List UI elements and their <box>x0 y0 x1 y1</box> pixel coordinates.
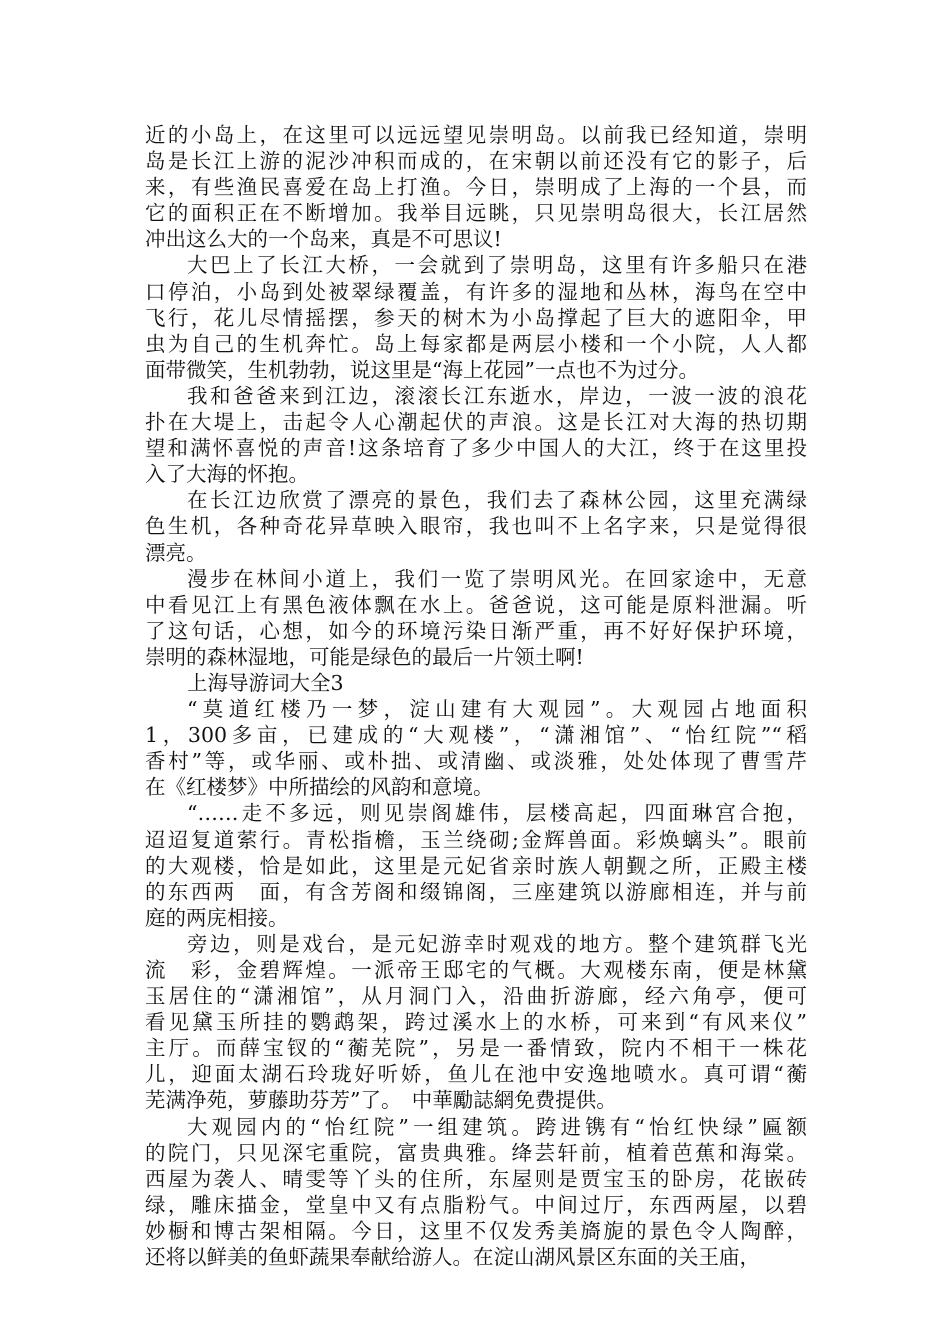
text-line: 我和爸爸来到江边，滚滚长江东逝水，岸边，一波一波的浪花 <box>187 383 807 408</box>
text-line: 上海导游词大全3 <box>187 670 344 695</box>
paragraph <box>145 931 807 1114</box>
text-line: 色生机，各种奇花异草映入眼帘，我也叫不上名字来，只是觉得很 <box>145 514 807 539</box>
paragraph <box>145 487 807 565</box>
text-line: 1，300多亩，已建成的“大观楼”，“潇湘馆”、“怡红院”“稻 <box>145 723 807 748</box>
paragraph <box>145 800 807 930</box>
text-line: 中看见江上有黑色液体飘在水上。爸爸说，这可能是原料泄漏。听 <box>145 592 807 617</box>
text-line: 妙橱和博古架相隔。今日，这里不仅发秀美旖旎的景色令人陶醉， <box>145 1218 807 1243</box>
text-line: 庭的两庑相接。 <box>145 905 289 930</box>
text-line: 玉居住的“潇湘馆”，从月洞门入，沿曲折游廊，经六角亭，便可 <box>145 984 807 1009</box>
document-body <box>145 122 807 1270</box>
text-line: 旁边，则是戏台，是元妃游幸时观戏的地方。整个建筑群飞光 <box>187 931 807 956</box>
text-line: 西屋为袭人、晴雯等丫头的住所，东屋则是贾宝玉的卧房，花嵌砖 <box>145 1166 807 1191</box>
text-line: 在长江边欣赏了漂亮的景色，我们去了森林公园，这里充满绿 <box>187 488 807 513</box>
paragraph <box>145 670 807 696</box>
text-line: “……走不多远，则见崇阁雄伟，层楼高起，四面琳宫合抱， <box>187 801 807 826</box>
text-line: 了这句话，心想，如今的环境污染日渐严重，再不好好保护环境， <box>145 618 807 643</box>
text-line: 还将以鲜美的鱼虾蔬果奉献给游人。在淀山湖风景区东面的关王庙， <box>145 1245 760 1270</box>
text-line: 在《红楼梦》中所描绘的风韵和意境。 <box>145 775 494 800</box>
text-line: 大观园内的“怡红院”一组建筑。跨进镌有“怡红快绿”匾额 <box>187 1114 807 1139</box>
text-line: 迢迢复道萦行。青松指檐，玉兰绕砌;金辉兽面。彩焕螭头”。眼前 <box>145 827 807 852</box>
text-line: 香村”等，或华丽、或朴拙、或清幽、或淡雅，处处体现了曹雪芹 <box>145 749 807 774</box>
text-line: 绿，雕床描金，堂皇中又有点脂粉气。中间过厅，东西两屋，以碧 <box>145 1192 807 1217</box>
text-line: 芜满净苑，萝藤助芬芳”了。 中華勵誌網免费提供。 <box>145 1088 617 1113</box>
text-line: 近的小岛上，在这里可以远远望见崇明岛。以前我已经知道，崇明 <box>145 123 807 147</box>
text-line: 虫为自己的生机奔忙。岛上每家都是两层小楼和一个小院，人人都 <box>145 331 807 356</box>
text-line: 入了大海的怀抱。 <box>145 462 309 487</box>
text-line: 的院门，只见深宅重院，富贵典雅。绛芸轩前，植着芭蕉和海棠。 <box>145 1140 807 1165</box>
text-line: 的东西两 面，有含芳阁和缀锦阁，三座建筑以游廊相连，并与前 <box>145 879 807 904</box>
paragraph <box>145 122 807 252</box>
text-line: 大巴上了长江大桥，一会就到了崇明岛，这里有许多船只在港 <box>187 253 807 278</box>
text-line: “莫道红楼乃一梦，淀山建有大观园”。大观园占地面积 <box>187 697 807 722</box>
text-line: 主厅。而薛宝钗的“蘅芜院”，另是一番情致，院内不相干一株花 <box>145 1036 807 1061</box>
text-line: 流 彩，金碧辉煌。一派帝王邸宅的气概。大观楼东南，便是林黛 <box>145 958 807 982</box>
text-line: 岛是长江上游的泥沙冲积而成的，在宋朝以前还没有它的影子，后 <box>145 149 807 174</box>
text-line: 扑在大堤上，击起令人心潮起伏的声浪。这是长江对大海的热切期 <box>145 410 807 435</box>
text-line: 面带微笑，生机勃勃，说这里是“海上花园”一点也不为过分。 <box>145 357 699 382</box>
text-line: 它的面积正在不断增加。我举目远眺，只见崇明岛很大，长江居然 <box>145 201 807 226</box>
text-line: 的大观楼，恰是如此，这里是元妃省亲时族人朝觐之所，正殿主楼 <box>145 853 807 878</box>
text-line: 望和满怀喜悦的声音!这条培育了多少中国人的大江，终于在这里投 <box>145 436 807 461</box>
paragraph <box>145 383 807 487</box>
text-line: 飞行，花儿尽情摇摆，参天的树木为小岛撑起了巨大的遮阳伞，甲 <box>145 305 807 330</box>
paragraph <box>145 696 807 800</box>
text-line: 漂亮。 <box>145 540 207 565</box>
text-line: 看见黛玉所挂的鹦鹉架，跨过溪水上的水桥，可来到“有风来仪” <box>145 1010 807 1035</box>
text-line: 口停泊，小岛到处被翠绿覆盖，有许多的湿地和丛林，海鸟在空中 <box>145 279 807 304</box>
text-line: 漫步在林间小道上，我们一览了崇明风光。在回家途中，无意 <box>187 566 807 591</box>
text-line: 崇明的森林湿地，可能是绿色的最后一片领土啊! <box>145 644 584 669</box>
paragraph <box>145 566 807 670</box>
text-line: 儿，迎面太湖石玲珑好听娇，鱼儿在池中安逸地喷水。真可谓“蘅 <box>145 1062 807 1087</box>
text-line: 来，有些渔民喜爱在岛上打渔。今日，崇明成了上海的一个县，而 <box>145 175 807 200</box>
paragraph <box>145 252 807 382</box>
paragraph <box>145 1114 807 1271</box>
text-line: 冲出这么大的一个岛来，真是不可思议! <box>145 227 502 252</box>
